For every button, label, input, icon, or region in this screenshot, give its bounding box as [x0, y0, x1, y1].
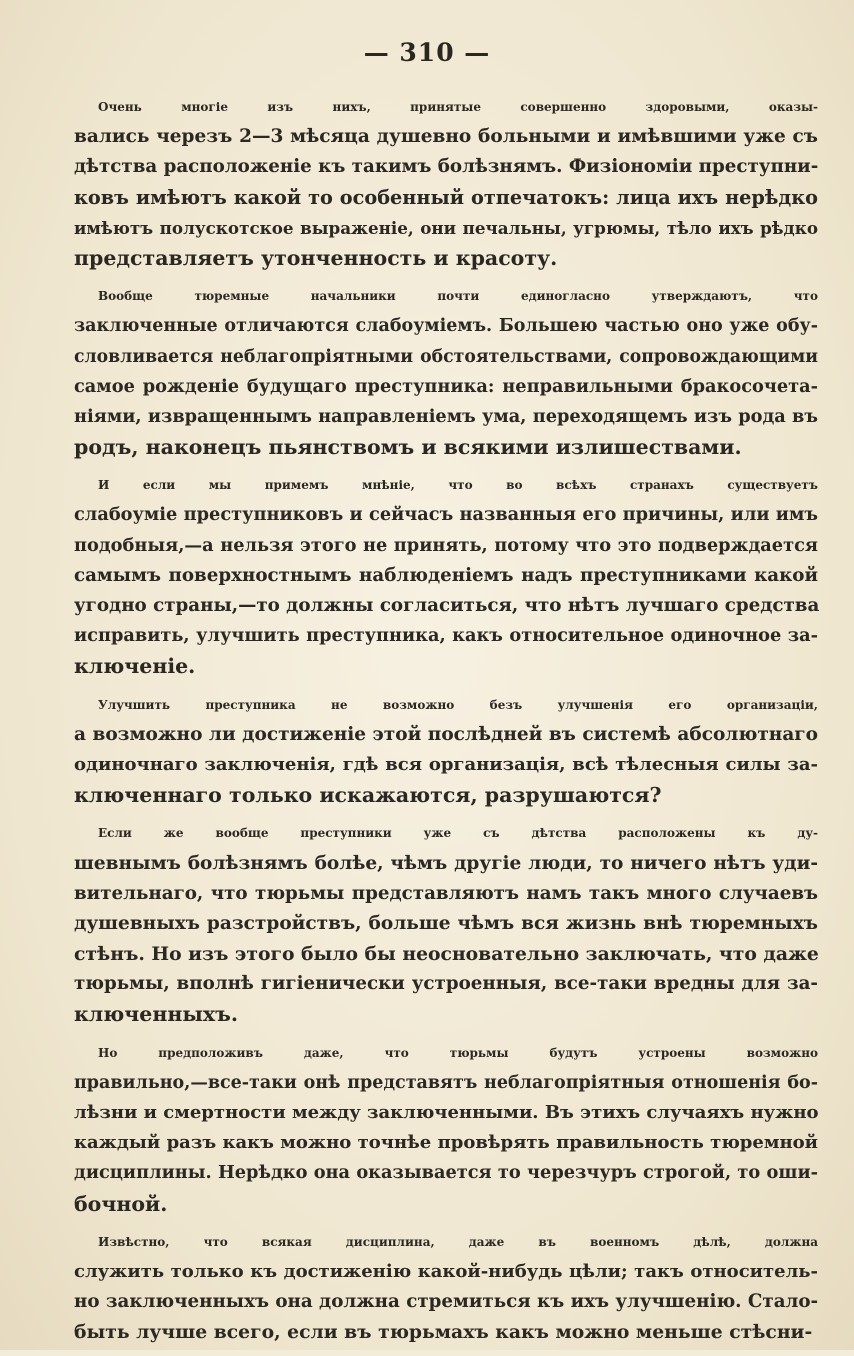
text-line: ключеннаго только искажаются, разрушаются? — [74, 783, 662, 808]
paragraph — [74, 690, 818, 811]
text-line: вались черезъ 2—3 мѣсяца душевно больными и имѣвшими уже съ — [74, 126, 818, 148]
text-line: бочной. — [74, 1191, 168, 1216]
text-line: душевныхъ разстройствъ, больше чѣмъ вся жизнь внѣ тюремныхъ — [74, 912, 818, 934]
text-line: имѣютъ полускотское выраженіе, они печальны, угрюмы, тѣло ихъ рѣдко — [74, 217, 818, 238]
text-line: ковъ имѣютъ какой то особенный отпечатокъ: лица ихъ нерѣдко — [74, 185, 818, 209]
text-line: Очень многіе изъ нихъ, принятые совершенно здоровыми, оказы- — [98, 100, 818, 114]
text-line: Но предположивъ даже, что тюрьмы будутъ устроены возможно — [98, 1045, 818, 1060]
text-line: Вообще тюремные начальники почти единогласно утверждаютъ, что — [98, 289, 818, 304]
text-line: быть лучше всего, если въ тюрьмахъ какъ можно меньше стѣсни- — [74, 1321, 813, 1344]
paragraph — [74, 1227, 818, 1348]
text-line: самое рожденіе будущаго преступника: неправильными бракосочета- — [74, 375, 818, 397]
text-line: И если мы примемъ мнѣніе, что во всѣхъ странахъ существуетъ — [98, 478, 818, 493]
text-line: шевнымъ болѣзнямъ болѣе, чѣмъ другіе люди, то ничего нѣтъ уди- — [74, 852, 818, 874]
text-line: дисциплины. Нерѣдко она оказывается то черезчуръ строгой, то оши- — [74, 1162, 818, 1184]
text-line: но заключенныхъ она должна стремиться къ ихъ улучшенію. Стало- — [74, 1291, 819, 1313]
text-line: словливается неблагопріятными обстоятельствами, сопровождающими — [74, 346, 818, 367]
paragraph — [74, 818, 818, 1029]
paragraph — [74, 281, 818, 462]
page-number: — 310 — — [363, 38, 491, 67]
text-line: каждый разъ какъ можно точнѣе провѣрять правильность тюремной — [74, 1132, 818, 1154]
text-line: тюрьмы, вполнѣ гигіенически устроенныя, все-таки вредны для за- — [74, 973, 818, 995]
text-line: ніями, извращеннымъ направленіемъ ума, переходящемъ изъ рода въ — [74, 405, 818, 427]
text-line: исправить, улучшить преступника, какъ относительное одиночное за- — [74, 625, 818, 647]
text-line: самымъ поверхностнымъ наблюденіемъ надъ преступниками какой — [74, 564, 818, 586]
text-line: подобныя,—а нельзя этого не принять, потому что это подверждается — [74, 534, 818, 556]
text-line: родъ, наконецъ пьянствомъ и всякими излишествами. — [74, 435, 742, 460]
text-line: стѣнъ. Но изъ этого было бы неосновательно заключать, что даже — [74, 943, 819, 966]
text-line: служить только къ достиженію какой-нибудь цѣли; такъ относитель- — [74, 1260, 818, 1282]
text-line: слабоуміе преступниковъ и сейчасъ названныя его причины, или имъ — [74, 504, 818, 526]
paragraph — [74, 92, 818, 273]
paragraph — [74, 1038, 818, 1219]
text-line: правильно,—все-таки онѣ представятъ неблагопріятныя отношенія бо- — [74, 1072, 818, 1093]
body-text — [74, 92, 818, 1356]
text-line: Если же вообще преступники уже съ дѣтства расположены къ ду- — [98, 826, 818, 841]
text-line: ключенныхъ. — [74, 1002, 238, 1027]
text-line: лѣзни и смертности между заключенными. Въ этихъ случаяхъ нужно — [74, 1102, 819, 1123]
text-line: вительнаго, что тюрьмы представляютъ намъ такъ много случаевъ — [74, 882, 818, 904]
paragraph — [74, 470, 818, 681]
text-line: Извѣстно, что всякая дисциплина, даже въ военномъ дѣлѣ, должна — [98, 1234, 818, 1249]
text-line: представляетъ утонченность и красоту. — [74, 245, 558, 270]
text-line: Улучшить преступника не возможно безъ улучшенія его организаціи, — [98, 697, 818, 712]
text-line: ключеніе. — [74, 654, 196, 679]
text-line: дѣтства расположеніе къ такимъ болѣзнямъ. Физіономіи преступни- — [74, 156, 819, 178]
text-line: одиночнаго заключенія, гдѣ вся организація, всѣ тѣлесныя силы за- — [74, 753, 818, 775]
text-line: угодно страны,—то должны согласиться, что нѣтъ лучшаго средства — [74, 595, 820, 616]
text-line: заключенные отличаются слабоуміемъ. Большею частью оно уже обу- — [74, 316, 818, 337]
text-line: а возможно ли достиженіе этой послѣдней въ системѣ абсолютнаго — [74, 723, 818, 745]
